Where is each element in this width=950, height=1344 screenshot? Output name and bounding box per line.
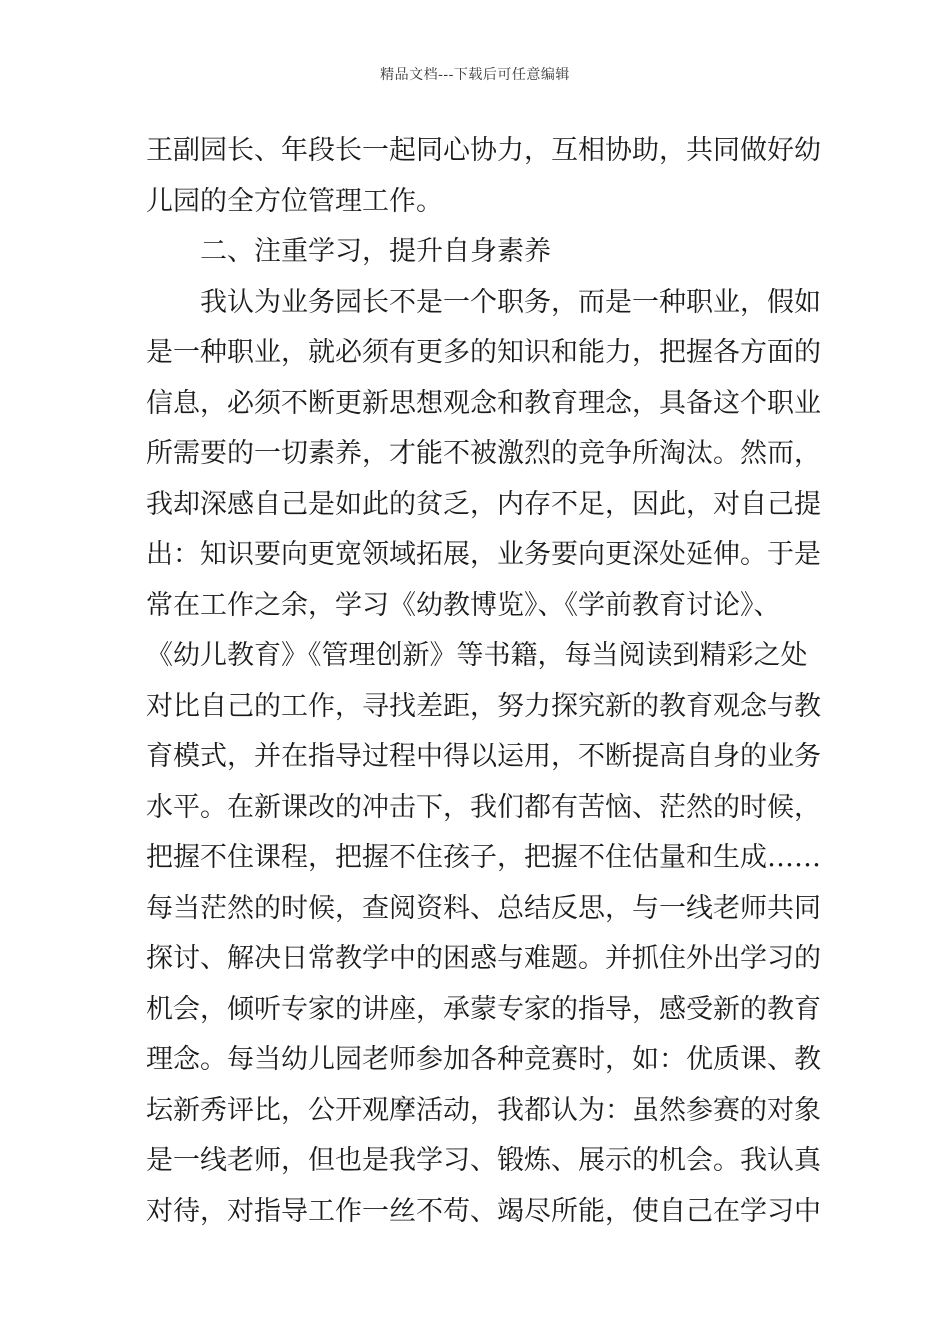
text-line: 所需要的一切素养，才能不被激烈的竞争所淘汰。然而， xyxy=(146,438,821,469)
text-line: 对待，对指导工作一丝不苟、竭尽所能，使自己在学习中 xyxy=(146,1195,821,1227)
document-body xyxy=(146,126,821,1237)
text-line: 我却深感自己是如此的贫乏，内存不足，因此，对自己提 xyxy=(146,488,821,520)
text-line: 我认为业务园长不是一个职务，而是一种职业，假如 xyxy=(200,286,821,318)
text-line: 机会，倾听专家的讲座，承蒙专家的指导，感受新的教育 xyxy=(146,993,821,1025)
section-heading: 二、注重学习，提升自身素养 xyxy=(200,236,551,267)
text-line: 坛新秀评比，公开观摩活动，我都认为：虽然参赛的对象 xyxy=(146,1094,821,1126)
text-line: 信息，必须不断更新思想观念和教育理念，具备这个职业 xyxy=(146,387,821,419)
text-line: 水平。在新课改的冲击下，我们都有苦恼、茫然的时候， xyxy=(146,791,821,823)
text-line: 把握不住课程，把握不住孩子，把握不住估量和生成…… xyxy=(146,842,821,873)
text-line: 《幼儿教育》《管理创新》等书籍，每当阅读到精彩之处 xyxy=(146,640,808,671)
text-line: 育模式，并在指导过程中得以运用，不断提高自身的业务 xyxy=(146,741,821,772)
text-line: 王副园长、年段长一起同心协力，互相协助，共同做好幼 xyxy=(146,135,821,166)
text-line: 常在工作之余，学习《幼教博览》、《学前教育讨论》、 xyxy=(146,589,781,621)
text-line: 是一种职业，就必须有更多的知识和能力，把握各方面的 xyxy=(146,337,821,368)
text-line: 理念。每当幼儿园老师参加各种竞赛时，如：优质课、教 xyxy=(146,1044,821,1075)
text-line: 出：知识要向更宽领域拓展，业务要向更深处延伸。于是 xyxy=(146,539,821,570)
text-line: 探讨、解决日常教学中的困惑与难题。并抓住外出学习的 xyxy=(146,943,821,974)
text-line: 对比自己的工作，寻找差距，努力探究新的教育观念与教 xyxy=(146,690,821,722)
text-line: 儿园的全方位管理工作。 xyxy=(146,185,443,217)
text-line: 是一线老师，但也是我学习、锻炼、展示的机会。我认真 xyxy=(146,1145,821,1176)
text-line: 每当茫然的时候，查阅资料、总结反思，与一线老师共同 xyxy=(146,892,821,924)
page-header: 精品文档---下载后可任意编辑 xyxy=(380,67,570,83)
